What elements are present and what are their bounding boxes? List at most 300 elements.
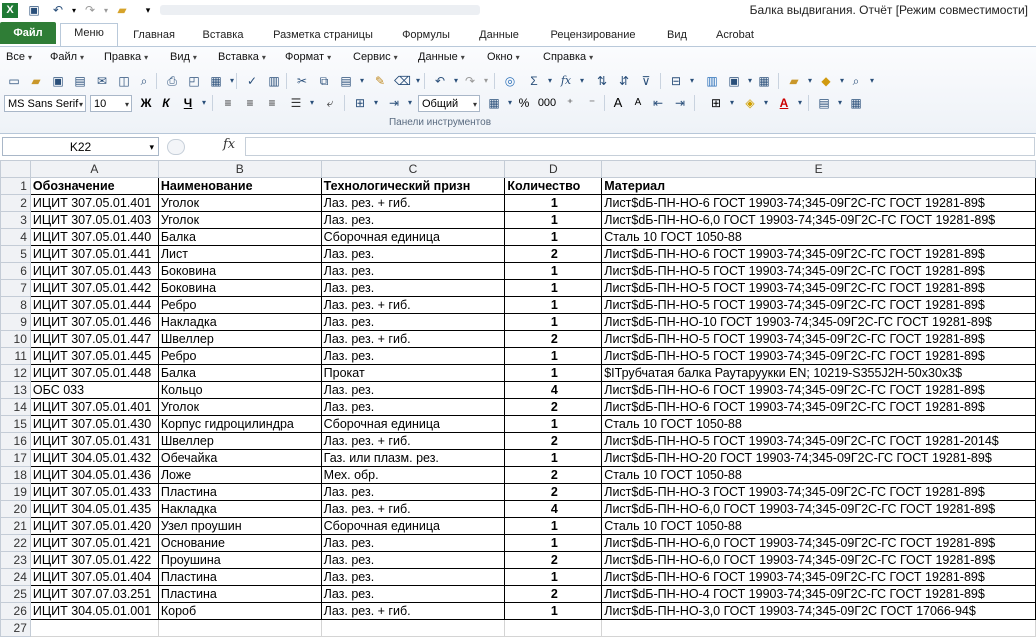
cell-material[interactable]: Лист$dБ-ПН-НО-6 ГОСТ 19903-74;345-09Г2С-ГС ГОСТ 19281-89$ <box>602 569 1036 586</box>
cell-tech-feature[interactable]: Лаз. рез. <box>321 246 505 263</box>
chevron-down-icon[interactable]: ▾ <box>373 98 378 107</box>
autosum-icon[interactable]: Σ <box>530 74 538 88</box>
cell-material[interactable]: Лист$dБ-ПН-НО-20 ГОСТ 19903-74;345-09Г2С-ГС ГОСТ 19281-89$ <box>602 450 1036 467</box>
cell-material[interactable]: $IТрубчатая балка Раутаруукки EN; 10219-S355J2H-50x30x3$ <box>602 365 1036 382</box>
cell-tech-feature[interactable]: Лаз. рез. <box>321 263 505 280</box>
cell-designation[interactable]: ИЦИТ 307.05.01.431 <box>30 433 158 450</box>
table-row <box>1 246 1036 263</box>
increase-indent-icon[interactable]: ⇥ <box>674 96 686 110</box>
empty-cell[interactable] <box>602 620 1036 637</box>
column-header-a[interactable]: A <box>30 161 158 178</box>
toolbar-options-icon[interactable]: ▤ <box>818 96 830 110</box>
cell-name[interactable]: Узел проушин <box>158 518 321 535</box>
paste-icon[interactable]: ▤ <box>340 74 352 88</box>
cell-quantity[interactable]: 2 <box>505 467 602 484</box>
cell-name[interactable]: Боковина <box>158 280 321 297</box>
cell-tech-feature[interactable]: Прокат <box>321 365 505 382</box>
toolbar-panel-label: Панели инструментов <box>388 117 492 128</box>
chevron-down-icon[interactable]: ▾ <box>763 98 768 107</box>
cell-name[interactable]: Уголок <box>158 195 321 212</box>
clear-icon[interactable]: ⌫ <box>394 74 411 88</box>
cell-name[interactable]: Корпус гидроцилиндра <box>158 416 321 433</box>
percent-button[interactable]: % <box>518 96 530 110</box>
cell-material[interactable]: Лист$dБ-ПН-НО-3,0 ГОСТ 19903-74;345-09Г2С ГОСТ 17066-94$ <box>602 603 1036 620</box>
align-left-icon[interactable]: ≡ <box>224 96 232 110</box>
table-row <box>1 552 1036 569</box>
align-right-icon[interactable]: ≡ <box>268 96 276 110</box>
cell-name[interactable]: Ребро <box>158 348 321 365</box>
menu-all[interactable]: Все ▾ <box>6 51 32 63</box>
row-header[interactable]: 20 <box>1 501 31 518</box>
cell-designation[interactable]: ИЦИТ 307.05.01.442 <box>30 280 158 297</box>
cell-quantity[interactable]: 2 <box>505 552 602 569</box>
row-header[interactable]: 15 <box>1 416 31 433</box>
row-header[interactable]: 9 <box>1 314 31 331</box>
cell-tech-feature[interactable]: Лаз. рез. <box>321 484 505 501</box>
row-header[interactable]: 26 <box>1 603 31 620</box>
tab-formulas[interactable]: Формулы <box>402 29 450 41</box>
cell-designation[interactable]: ИЦИТ 307.05.01.421 <box>30 535 158 552</box>
font-size-select[interactable]: 10 ▾ <box>90 95 132 112</box>
font-name-select[interactable]: MS Sans Serif ▾ <box>4 95 86 112</box>
copy-icon[interactable]: ⧉ <box>319 74 329 88</box>
row-header[interactable]: 22 <box>1 535 31 552</box>
cell-name[interactable]: Пластина <box>158 569 321 586</box>
redo-dropdown-icon[interactable]: ▾ <box>103 6 108 15</box>
folder-icon[interactable]: ▰ <box>789 74 799 88</box>
tab-home[interactable]: Главная <box>133 29 175 41</box>
table-row <box>1 331 1036 348</box>
redo-icon[interactable]: ↷ <box>464 74 476 88</box>
tab-review[interactable]: Рецензирование <box>550 29 636 41</box>
cell-tech-feature[interactable]: Сборочная единица <box>321 518 505 535</box>
row-header[interactable]: 13 <box>1 382 31 399</box>
empty-cell[interactable] <box>505 620 602 637</box>
chevron-down-icon[interactable]: ▾ <box>747 76 752 85</box>
tab-page-layout[interactable]: Разметка страницы <box>273 29 373 41</box>
decrease-indent-icon[interactable]: ⇤ <box>652 96 664 110</box>
cell-designation[interactable]: ИЦИТ 304.05.01.435 <box>30 501 158 518</box>
cell-quantity[interactable]: 1 <box>505 416 602 433</box>
spelling-icon[interactable]: ✓ <box>246 74 258 88</box>
cell-designation[interactable]: ИЦИТ 307.05.01.420 <box>30 518 158 535</box>
table-row <box>1 433 1036 450</box>
cell-name[interactable]: Швеллер <box>158 331 321 348</box>
cell-name[interactable]: Уголок <box>158 212 321 229</box>
cell-quantity[interactable]: 1 <box>505 518 602 535</box>
separator <box>212 95 213 111</box>
chevron-down-icon[interactable]: ▾ <box>689 76 694 85</box>
menu-window[interactable]: Окно ▾ <box>487 51 520 63</box>
undo-icon[interactable]: ↶ <box>52 3 64 17</box>
print-preview-icon[interactable]: ◰ <box>188 74 200 88</box>
cell-quantity[interactable]: 1 <box>505 450 602 467</box>
table-row <box>1 212 1036 229</box>
print-icon[interactable]: ⎙ <box>167 74 177 88</box>
undo-dropdown-icon[interactable]: ▾ <box>71 6 76 15</box>
row-header[interactable]: 21 <box>1 518 31 535</box>
chevron-down-icon[interactable]: ▾ <box>309 98 314 107</box>
table-row <box>1 365 1036 382</box>
zoom-icon[interactable]: ⌕ <box>852 74 860 88</box>
cell-tech-feature[interactable]: Сборочная единица <box>321 229 505 246</box>
cell-name[interactable]: Ребро <box>158 297 321 314</box>
formula-expand-icon[interactable] <box>167 139 185 155</box>
cell-name[interactable]: Проушина <box>158 552 321 569</box>
cell-material[interactable]: Лист$dБ-ПН-НО-10 ГОСТ 19903-74;345-09Г2С-ГС ГОСТ 19281-89$ <box>602 314 1036 331</box>
cell-designation[interactable]: ИЦИТ 307.05.01.404 <box>30 569 158 586</box>
email-icon[interactable]: ✉ <box>96 74 108 88</box>
cell-designation[interactable]: ИЦИТ 307.05.01.433 <box>30 484 158 501</box>
cell-name[interactable]: Пластина <box>158 586 321 603</box>
more-options-icon[interactable]: ▦ <box>850 96 862 110</box>
cell-designation[interactable]: ИЦИТ 304.05.01.001 <box>30 603 158 620</box>
cell-designation[interactable]: ИЦИТ 307.05.01.430 <box>30 416 158 433</box>
cell-name[interactable]: Основание <box>158 535 321 552</box>
cell-designation[interactable]: ИЦИТ 307.05.01.448 <box>30 365 158 382</box>
cell-designation[interactable]: ИЦИТ 307.05.01.422 <box>30 552 158 569</box>
row-header[interactable]: 1 <box>1 178 31 195</box>
open-icon[interactable]: ▰ <box>31 74 41 88</box>
cell-material[interactable]: Лист$dБ-ПН-НО-4 ГОСТ 19903-74;345-09Г2С-ГС ГОСТ 19281-89$ <box>602 586 1036 603</box>
cell-designation[interactable]: ИЦИТ 304.05.01.432 <box>30 450 158 467</box>
row-header[interactable]: 18 <box>1 467 31 484</box>
ribbon-tab-bar <box>0 22 1036 47</box>
select-all-corner[interactable] <box>1 161 31 178</box>
cell-tech-feature[interactable]: Лаз. рез. <box>321 569 505 586</box>
cell-quantity[interactable]: 1 <box>505 195 602 212</box>
font-color-button[interactable]: A <box>779 96 789 110</box>
cell-name[interactable]: Уголок <box>158 399 321 416</box>
cell-tech-feature[interactable]: Лаз. рез. <box>321 399 505 416</box>
table-row <box>1 416 1036 433</box>
tab-data[interactable]: Данные <box>479 29 519 41</box>
row-header[interactable]: 7 <box>1 280 31 297</box>
cell-tech-feature[interactable]: Мех. обр. <box>321 467 505 484</box>
format-painter-icon[interactable]: ✎ <box>374 74 386 88</box>
cell-material[interactable]: Лист$dБ-ПН-НО-6,0 ГОСТ 19903-74;345-09Г2С-ГС ГОСТ 19281-89$ <box>602 212 1036 229</box>
chevron-down-icon[interactable]: ▾ <box>507 98 512 107</box>
cell-name[interactable]: Накладка <box>158 314 321 331</box>
cut-icon[interactable]: ✂ <box>296 74 308 88</box>
chevron-down-icon[interactable]: ▾ <box>869 76 874 85</box>
row-header[interactable]: 16 <box>1 433 31 450</box>
cell-designation[interactable]: ИЦИТ 307.05.01.401 <box>30 399 158 416</box>
cell-tech-feature[interactable]: Лаз. рез. <box>321 280 505 297</box>
increase-decimal-icon[interactable]: ⁺ <box>566 96 574 110</box>
cell-material[interactable]: Лист$dБ-ПН-НО-6 ГОСТ 19903-74;345-09Г2С-ГС ГОСТ 19281-89$ <box>602 399 1036 416</box>
tab-file[interactable]: Файл <box>0 22 56 44</box>
formula-bar <box>0 134 1036 161</box>
cell-material[interactable]: Сталь 10 ГОСТ 1050-88 <box>602 467 1036 484</box>
cell-name[interactable]: Балка <box>158 365 321 382</box>
column-header-e[interactable]: E <box>602 161 1036 178</box>
bold-button[interactable]: Ж <box>140 96 152 110</box>
name-box[interactable]: K22 ▾ <box>2 137 159 156</box>
grid-icon[interactable]: ▦ <box>758 74 770 88</box>
menu-view[interactable]: Вид ▾ <box>170 51 197 63</box>
header-cell-quantity[interactable]: Количество <box>505 178 602 195</box>
cell-name[interactable]: Балка <box>158 229 321 246</box>
header-cell-material[interactable]: Материал <box>602 178 1036 195</box>
cell-quantity[interactable]: 4 <box>505 382 602 399</box>
wrap-text-icon[interactable]: ⤶ <box>326 96 334 110</box>
cell-quantity[interactable]: 1 <box>505 569 602 586</box>
row-header[interactable]: 2 <box>1 195 31 212</box>
cell-name[interactable]: Короб <box>158 603 321 620</box>
cell-tech-feature[interactable]: Лаз. рез. <box>321 586 505 603</box>
row-header[interactable]: 14 <box>1 399 31 416</box>
redo-icon[interactable]: ↷ <box>84 3 96 17</box>
save-icon[interactable]: ▣ <box>52 74 64 88</box>
cell-designation[interactable]: ИЦИТ 307.05.01.403 <box>30 212 158 229</box>
cell-quantity[interactable]: 2 <box>505 399 602 416</box>
cell-quantity[interactable]: 1 <box>505 297 602 314</box>
tab-view[interactable]: Вид <box>667 29 687 41</box>
row-header[interactable]: 4 <box>1 229 31 246</box>
cell-quantity[interactable]: 1 <box>505 263 602 280</box>
cell-material[interactable]: Лист$dБ-ПН-НО-6,0 ГОСТ 19903-74;345-09Г2С-ГС ГОСТ 19281-89$ <box>602 552 1036 569</box>
cell-material[interactable]: Лист$dБ-ПН-НО-6 ГОСТ 19903-74;345-09Г2С-ГС ГОСТ 19281-89$ <box>602 246 1036 263</box>
cell-quantity[interactable]: 2 <box>505 433 602 450</box>
cell-quantity[interactable]: 1 <box>505 348 602 365</box>
table-row <box>1 382 1036 399</box>
cell-name[interactable]: Накладка <box>158 501 321 518</box>
cell-material[interactable]: Сталь 10 ГОСТ 1050-88 <box>602 518 1036 535</box>
research-icon[interactable]: ▥ <box>268 74 280 88</box>
menu-edit[interactable]: Правка ▾ <box>104 51 149 63</box>
sort-descending-icon[interactable]: ⇵ <box>618 74 630 88</box>
empty-cell[interactable] <box>158 620 321 637</box>
group-icon[interactable]: ⊟ <box>670 74 682 88</box>
chevron-down-icon[interactable]: ▾ <box>201 98 206 107</box>
header-cell-name[interactable]: Наименование <box>158 178 321 195</box>
table-row <box>1 603 1036 620</box>
cell-material[interactable]: Лист$dБ-ПН-НО-6 ГОСТ 19903-74;345-09Г2С-ГС ГОСТ 19281-89$ <box>602 195 1036 212</box>
chevron-down-icon[interactable]: ▾ <box>453 76 458 85</box>
menu-help[interactable]: Справка ▾ <box>543 51 594 63</box>
tab-acrobat[interactable]: Acrobat <box>716 29 754 41</box>
chevron-down-icon[interactable]: ▾ <box>359 76 364 85</box>
chevron-down-icon[interactable]: ▾ <box>579 76 584 85</box>
cell-material[interactable]: Лист$dБ-ПН-НО-3 ГОСТ 19903-74;345-09Г2С-ГС ГОСТ 19281-89$ <box>602 484 1036 501</box>
row-header[interactable]: 8 <box>1 297 31 314</box>
indent-icon[interactable]: ⇥ <box>388 96 400 110</box>
cell-quantity[interactable]: 1 <box>505 365 602 382</box>
open-folder-icon[interactable]: ▰ <box>117 3 127 17</box>
insert-function-icon[interactable]: fx <box>223 137 236 152</box>
cell-quantity[interactable]: 1 <box>505 314 602 331</box>
decrease-decimal-icon[interactable]: ⁻ <box>588 96 596 110</box>
underline-button[interactable]: Ч <box>183 96 193 110</box>
cell-name[interactable]: Обечайка <box>158 450 321 467</box>
cell-quantity[interactable]: 4 <box>505 501 602 518</box>
cell-tech-feature[interactable]: Лаз. рез. + гиб. <box>321 297 505 314</box>
cell-quantity[interactable]: 2 <box>505 331 602 348</box>
formula-input[interactable] <box>245 137 1035 156</box>
cell-quantity[interactable]: 2 <box>505 246 602 263</box>
menu-tools[interactable]: Сервис ▾ <box>353 51 398 63</box>
permission-icon[interactable]: ▤ <box>74 74 86 88</box>
cell-material[interactable]: Сталь 10 ГОСТ 1050-88 <box>602 229 1036 246</box>
row-header[interactable]: 6 <box>1 263 31 280</box>
cell-tech-feature[interactable]: Лаз. рез. + гиб. <box>321 433 505 450</box>
cell-designation[interactable]: ИЦИТ 307.05.01.440 <box>30 229 158 246</box>
cell-material[interactable]: Лист$dБ-ПН-НО-6,0 ГОСТ 19903-74;345-09Г2С-ГС ГОСТ 19281-89$ <box>602 501 1036 518</box>
hyperlink-icon[interactable]: ◎ <box>504 74 516 88</box>
cell-designation[interactable]: ИЦИТ 304.05.01.436 <box>30 467 158 484</box>
align-center-icon[interactable]: ≡ <box>246 96 254 110</box>
italic-button[interactable]: К <box>162 96 170 110</box>
chevron-down-icon[interactable]: ▾ <box>839 76 844 85</box>
new-document-icon[interactable]: ▭ <box>8 74 20 88</box>
cell-quantity[interactable]: 1 <box>505 603 602 620</box>
cell-name[interactable]: Лист <box>158 246 321 263</box>
cell-tech-feature[interactable]: Лаз. рез. <box>321 212 505 229</box>
cell-tech-feature[interactable]: Лаз. рез. + гиб. <box>321 195 505 212</box>
cell-material[interactable]: Сталь 10 ГОСТ 1050-88 <box>602 416 1036 433</box>
row-header[interactable]: 17 <box>1 450 31 467</box>
merge-center-icon[interactable]: ⊞ <box>354 96 366 110</box>
chevron-down-icon[interactable]: ▾ <box>547 76 552 85</box>
chevron-down-icon[interactable]: ▾ <box>415 76 420 85</box>
font-shrink-button[interactable]: A <box>634 97 642 108</box>
picture-icon[interactable]: ▣ <box>728 74 740 88</box>
cell-quantity[interactable]: 1 <box>505 229 602 246</box>
cell-tech-feature[interactable]: Лаз. рез. + гиб. <box>321 603 505 620</box>
cell-quantity[interactable]: 1 <box>505 212 602 229</box>
row-header[interactable]: 3 <box>1 212 31 229</box>
cell-designation[interactable]: ИЦИТ 307.05.01.444 <box>30 297 158 314</box>
cell-tech-feature[interactable]: Сборочная единица <box>321 416 505 433</box>
row-header[interactable]: 27 <box>1 620 31 637</box>
row-header[interactable]: 19 <box>1 484 31 501</box>
table-row <box>1 501 1036 518</box>
cell-tech-feature[interactable]: Лаз. рез. + гиб. <box>321 331 505 348</box>
menu-insert[interactable]: Вставка ▾ <box>218 51 266 63</box>
cell-tech-feature[interactable]: Лаз. рез. <box>321 348 505 365</box>
cell-designation[interactable]: ОБС 033 <box>30 382 158 399</box>
table-row <box>1 535 1036 552</box>
chevron-down-icon[interactable]: ▾ <box>229 76 234 85</box>
column-header-b[interactable]: B <box>158 161 321 178</box>
menu-file[interactable]: Файл ▾ <box>50 51 85 63</box>
justify-icon[interactable]: ☰ <box>290 96 302 110</box>
save-icon[interactable]: ▣ <box>28 3 40 17</box>
row-header[interactable]: 12 <box>1 365 31 382</box>
chevron-down-icon[interactable]: ▾ <box>729 98 734 107</box>
filter-icon[interactable]: ⊽ <box>641 74 651 88</box>
table-row <box>1 620 1036 637</box>
column-header-d[interactable]: D <box>505 161 602 178</box>
tab-insert[interactable]: Вставка <box>202 29 244 41</box>
cell-designation[interactable]: ИЦИТ 307.05.01.446 <box>30 314 158 331</box>
cell-name[interactable]: Пластина <box>158 484 321 501</box>
chevron-down-icon[interactable]: ▾ <box>407 98 412 107</box>
table-row <box>1 399 1036 416</box>
undo-icon[interactable]: ↶ <box>434 74 446 88</box>
cell-material[interactable]: Лист$dБ-ПН-НО-5 ГОСТ 19903-74;345-09Г2С-ГС ГОСТ 19281-89$ <box>602 331 1036 348</box>
chevron-down-icon[interactable]: ▾ <box>797 98 802 107</box>
row-header[interactable]: 23 <box>1 552 31 569</box>
chart-icon[interactable]: ▥ <box>706 74 718 88</box>
chevron-down-icon[interactable]: ▾ <box>483 76 488 85</box>
menu-format[interactable]: Формат ▾ <box>285 51 332 63</box>
borders-icon[interactable]: ⊞ <box>710 96 722 110</box>
cell-designation[interactable]: ИЦИТ 307.05.01.447 <box>30 331 158 348</box>
insert-function-icon[interactable]: fx <box>560 74 572 87</box>
chevron-down-icon[interactable]: ▾ <box>837 98 842 107</box>
column-header-c[interactable]: C <box>321 161 505 178</box>
cell-designation[interactable]: ИЦИТ 307.05.01.445 <box>30 348 158 365</box>
fill-color-icon[interactable]: ◈ <box>745 96 755 110</box>
row-header[interactable]: 11 <box>1 348 31 365</box>
chevron-down-icon[interactable]: ▾ <box>149 142 154 152</box>
row-header[interactable]: 5 <box>1 246 31 263</box>
cell-material[interactable]: Лист$dБ-ПН-НО-5 ГОСТ 19903-74;345-09Г2С-ГС ГОСТ 19281-89$ <box>602 263 1036 280</box>
page-setup-icon[interactable]: ▦ <box>210 74 222 88</box>
cell-name[interactable]: Швеллер <box>158 433 321 450</box>
cell-quantity[interactable]: 2 <box>505 586 602 603</box>
row-header[interactable]: 25 <box>1 586 31 603</box>
publish-icon[interactable]: ◫ <box>118 74 130 88</box>
cell-tech-feature[interactable]: Лаз. рез. + гиб. <box>321 501 505 518</box>
cell-designation[interactable]: ИЦИТ 307.05.01.441 <box>30 246 158 263</box>
cell-name[interactable]: Ложе <box>158 467 321 484</box>
cell-tech-feature[interactable]: Лаз. рез. <box>321 552 505 569</box>
cell-material[interactable]: Лист$dБ-ПН-НО-5 ГОСТ 19903-74;345-09Г2С-ГС ГОСТ 19281-2014$ <box>602 433 1036 450</box>
cell-tech-feature[interactable]: Лаз. рез. <box>321 382 505 399</box>
search-icon[interactable]: ⌕ <box>140 74 148 88</box>
cell-designation[interactable]: ИЦИТ 307.05.01.443 <box>30 263 158 280</box>
header-cell-designation[interactable]: Обозначение <box>30 178 158 195</box>
cell-material[interactable]: Лист$dБ-ПН-НО-5 ГОСТ 19903-74;345-09Г2С-ГС ГОСТ 19281-89$ <box>602 348 1036 365</box>
cell-tech-feature[interactable]: Лаз. рез. <box>321 535 505 552</box>
empty-cell[interactable] <box>30 620 158 637</box>
currency-icon[interactable]: ▦ <box>488 96 500 110</box>
menu-data[interactable]: Данные ▾ <box>418 51 465 63</box>
cell-material[interactable]: Лист$dБ-ПН-НО-6,0 ГОСТ 19903-74;345-09Г2С-ГС ГОСТ 19281-89$ <box>602 535 1036 552</box>
font-grow-button[interactable]: A <box>613 95 623 110</box>
cell-quantity[interactable]: 1 <box>505 535 602 552</box>
cell-material[interactable]: Лист$dБ-ПН-НО-5 ГОСТ 19903-74;345-09Г2С-ГС ГОСТ 19281-89$ <box>602 297 1036 314</box>
row-header[interactable]: 10 <box>1 331 31 348</box>
row-header[interactable]: 24 <box>1 569 31 586</box>
thousands-button[interactable]: 000 <box>537 97 557 109</box>
cell-name[interactable]: Кольцо <box>158 382 321 399</box>
cell-quantity[interactable]: 2 <box>505 484 602 501</box>
cell-material[interactable]: Лист$dБ-ПН-НО-6 ГОСТ 19903-74;345-09Г2С-ГС ГОСТ 19281-89$ <box>602 382 1036 399</box>
customize-qat-icon[interactable]: ▾ <box>145 5 151 15</box>
cell-material[interactable]: Лист$dБ-ПН-НО-5 ГОСТ 19903-74;345-09Г2С-ГС ГОСТ 19281-89$ <box>602 280 1036 297</box>
separator <box>424 73 425 89</box>
warning-icon[interactable]: ◆ <box>821 74 831 88</box>
cell-quantity[interactable]: 1 <box>505 280 602 297</box>
empty-cell[interactable] <box>321 620 505 637</box>
cell-tech-feature[interactable]: Лаз. рез. <box>321 314 505 331</box>
sort-ascending-icon[interactable]: ⇅ <box>596 74 608 88</box>
separator <box>344 95 345 111</box>
cell-tech-feature[interactable]: Газ. или плазм. рез. <box>321 450 505 467</box>
cell-designation[interactable]: ИЦИТ 307.05.01.401 <box>30 195 158 212</box>
chevron-down-icon[interactable]: ▾ <box>807 76 812 85</box>
tab-menu[interactable]: Меню <box>60 23 118 46</box>
cell-name[interactable]: Боковина <box>158 263 321 280</box>
number-format-select[interactable]: Общий ▾ <box>418 95 480 112</box>
ribbon <box>0 47 1036 134</box>
cell-designation[interactable]: ИЦИТ 307.07.03.251 <box>30 586 158 603</box>
header-cell-tech-feature[interactable]: Технологический призн <box>321 178 505 195</box>
